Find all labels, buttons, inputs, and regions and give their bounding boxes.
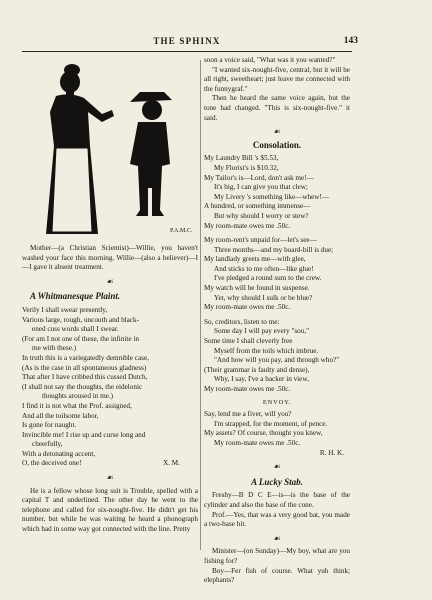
- verse-line: My Tailor's is—Lord, don't ask me!—: [204, 173, 314, 182]
- verse-line: And sticks to me often—like glue!: [214, 264, 314, 273]
- verse-line: My room-rent's unpaid for—let's see—: [204, 236, 317, 245]
- poem-title: Consolation.: [252, 139, 302, 150]
- poem-final-verse: O, the deceived one!: [22, 459, 82, 468]
- joke-line: Boy—Fer fish of course. What yuh think; elephants?: [204, 566, 350, 585]
- joke-title: A Lucky Stab.: [251, 476, 303, 487]
- verse-line: Some time I shall cleverly free: [204, 337, 293, 346]
- verse-line: My Laundry Bill 's $5.53,: [204, 154, 279, 163]
- verse-line: A hundred, or something immense—: [204, 202, 311, 211]
- verse-line: (Their grammar is faulty and dense),: [204, 365, 310, 374]
- verse-line: me with these.): [32, 344, 77, 353]
- boy-silhouette: [130, 92, 172, 216]
- illustrator-signature: P.A.M.C.: [170, 228, 193, 234]
- joke-line: Prof.—Yes, that was a very good bat, you made a two-base hit.: [204, 510, 350, 529]
- poem-last-line: [22, 459, 198, 469]
- verse-line: But why should I worry or stew?: [214, 211, 309, 220]
- column-divider: [200, 60, 201, 550]
- verse-line: (As is the case in all spontaneous gladness): [22, 363, 147, 372]
- ornament-icon: ☙: [273, 127, 281, 137]
- verse-line: My watch will be found in suspense.: [204, 284, 310, 293]
- verse-line: It's big, I can give you that clew;: [214, 183, 308, 192]
- verse-line: Say, lend me a fiver, will you?: [204, 410, 292, 419]
- ornament-icon: ☙: [273, 533, 281, 543]
- caption: Mother—(a Christian Scientist)—Willie, you haven't washed your face this morning. Willie—(also a believer)—I—I gave it absent treatment.: [22, 244, 198, 272]
- verse-line: I've pledged a round sum to the crew.: [214, 274, 322, 283]
- verse-line: And all the toilsome labor,: [22, 411, 99, 420]
- verse-line: I'm strapped, for the moment, of pence.: [214, 419, 328, 428]
- ornament-icon: ☙: [273, 462, 281, 472]
- joke-line: Minister—(on Sunday)—My boy, what are you fishing for?: [204, 547, 350, 565]
- verse-line: cheerfully,: [32, 440, 63, 449]
- verse-line: Myself from the toils which imbrue.: [214, 346, 319, 355]
- envoy-stanza: [204, 410, 350, 448]
- verse-line: Three months—and my board-bill is due;: [214, 245, 334, 254]
- verse-line: I find it is not what the Prof. assigned,: [22, 401, 132, 410]
- verse-line: Various large, rough, uncouth and black-: [22, 315, 140, 324]
- verse-line: Why, I say, I've a backer in view,: [214, 375, 309, 384]
- poem-stanza: [204, 318, 350, 395]
- story-continued: Then he heard the same voice again, but the tone had changed. "This is six-nought-five." it said.: [204, 94, 350, 122]
- verse-line: (For am I not one of these, the infinite in: [22, 334, 139, 343]
- poem-stanza: [204, 154, 350, 231]
- poem-title: A Whitmanesque Plaint.: [30, 291, 121, 302]
- verse-line: My room-mate owes me .50c.: [204, 385, 291, 393]
- story-continued: "I wanted six-nought-five, central, but it will be all right, sweetheart; just leave me connected with the funnygraf.": [204, 65, 350, 93]
- verse-line: My Livery 's something like—whew!—: [214, 192, 330, 201]
- story-paragraph: He is a fellow whose long suit is Trouble, spelled with a capital T and underlined. The other day he went to the telephone and called for six-nought-five. He didn't get his number, but while he was waiting he heard a phonograph which had in some way got connected with the line. Pretty: [22, 486, 198, 534]
- poem-signature: X. M.: [163, 459, 180, 468]
- left-column: [22, 56, 198, 535]
- verse-line: ened cuss words shall I swear.: [32, 325, 119, 334]
- verse-line: My room-mate owes me .50c.: [204, 303, 291, 312]
- verse-line: Verily I shall swear presently,: [22, 305, 108, 314]
- right-column: [204, 56, 350, 586]
- verse-line: With a detonating accent,: [22, 449, 96, 458]
- page-header: [22, 36, 358, 52]
- verse-line: That after I have cribbed this cussed Dutch,: [22, 373, 148, 382]
- joke-line: Freshy—B D C E—is—is the base of the cylinder and also the base of the cone.: [204, 491, 350, 509]
- ornament-icon: ☙: [106, 276, 114, 286]
- verse-line: (I shall not say the thoughts, the eidelonic: [22, 382, 143, 391]
- verse-line: My room-mate owes me .50c.: [214, 438, 301, 447]
- ornament-icon: ☙: [106, 473, 114, 483]
- running-title: THE SPHINX: [153, 36, 221, 46]
- poem-body: [22, 306, 198, 460]
- verse-line: So, creditors, listen to me:: [204, 317, 280, 326]
- verse-line: Invincible me! I rise up and curse long and: [22, 430, 146, 439]
- verse-line: "And how will you pay, and through who?": [214, 356, 340, 365]
- story-continued: soon a voice said, "What was it you wanted?": [204, 56, 336, 64]
- verse-line: Some day I will pay every "sou,": [214, 327, 310, 336]
- envoy-label: ENVOY.: [262, 398, 292, 406]
- verse-line: Is gone for naught.: [22, 421, 77, 430]
- envoy-signature: R. H. K.: [319, 448, 344, 457]
- verse-line: thoughts aroused in me.): [42, 392, 114, 401]
- verse-line: My room-mate owes me .50c.: [204, 221, 291, 230]
- poem-stanza: [204, 236, 350, 313]
- silhouette-illustration: [22, 56, 198, 244]
- verse-line: My assets? Of course, thought you knew,: [204, 429, 323, 438]
- page-number: 143: [343, 36, 358, 46]
- verse-line: In truth this is a variegatedly demnible case,: [22, 353, 149, 362]
- verse-line: My landlady greets me—with glee,: [204, 255, 306, 264]
- verse-line: Yet, why should I sulk or be blue?: [214, 293, 313, 302]
- verse-line: My Florist's is $10.32,: [214, 163, 279, 172]
